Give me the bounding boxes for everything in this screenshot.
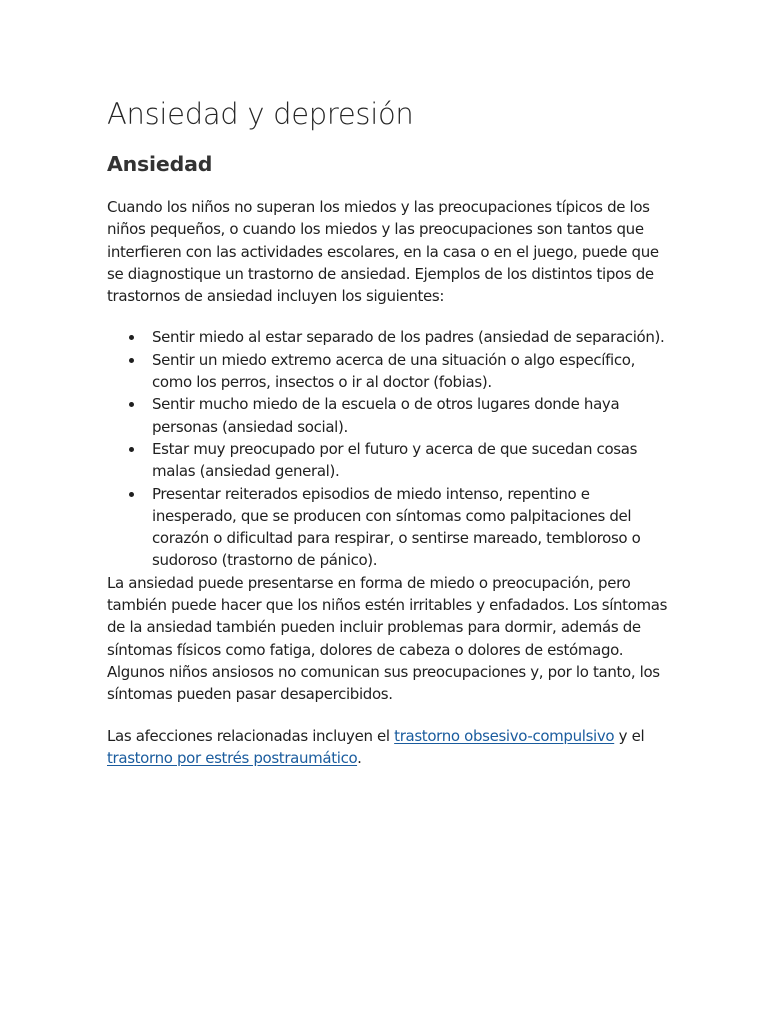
bullet-icon (129, 402, 134, 407)
anxiety-types-list (107, 326, 677, 571)
list-item (152, 393, 677, 438)
list-item-text: Estar muy preocupado por el futuro y acerca de que sucedan cosas malas (ansiedad general). (152, 439, 638, 481)
page-title: Ansiedad y depresión (107, 97, 414, 131)
document-page (107, 94, 677, 769)
related-conditions-paragraph (107, 725, 677, 770)
bullet-icon (129, 358, 134, 363)
related-middle: y el (614, 726, 645, 745)
list-item-text: Sentir un miedo extremo acerca de una situación o algo específico, como los perros, insectos o ir al doctor (fobias). (152, 350, 635, 392)
bullet-icon (129, 447, 134, 452)
related-suffix: . (357, 748, 362, 767)
related-prefix: Las afecciones relacionadas incluyen el (107, 726, 395, 745)
symptoms-paragraph: La ansiedad puede presentarse en forma de miedo o preocupación, pero también puede hacer que los niños estén irritables y enfadados. Los síntomas de la ansiedad también pueden incluir problemas para dormir, además de síntomas físicos como fatiga, dolores de cabeza o dolores de estómago. Algunos niños ansiosos no comunican sus preocupaciones y, por lo tanto, los síntomas pueden pasar desapercibidos. (107, 573, 668, 704)
bullet-icon (129, 492, 134, 497)
list-item (152, 326, 677, 348)
ocd-link[interactable]: trastorno obsesivo-compulsivo (394, 726, 615, 745)
list-item (152, 349, 677, 394)
list-item-text: Sentir miedo al estar separado de los padres (ansiedad de separación). (152, 328, 665, 347)
section-heading-ansiedad: Ansiedad (107, 152, 213, 176)
list-item (152, 438, 677, 483)
list-item-text: Sentir mucho miedo de la escuela o de otros lugares donde haya personas (ansiedad social). (152, 395, 620, 436)
list-item-text: Presentar reiterados episodios de miedo intenso, repentino e inesperado, que se producen con síntomas como palpitaciones del corazón o dificultad para respirar, o sentirse mareado, tembloroso o sudoroso (trastorno de pánico). (152, 484, 641, 570)
bullet-icon (129, 335, 134, 340)
list-item (152, 483, 677, 572)
intro-paragraph: Cuando los niños no superan los miedos y las preocupaciones típicos de los niños pequeños, o cuando los miedos y las preocupaciones son tantos que interfieren con las actividades escolares, en la casa o en el juego, puede que se diagnostique un trastorno de ansiedad. Ejemplos de los distintos tipos de trastornos de ansiedad incluyen los siguientes: (107, 198, 659, 306)
ptsd-link[interactable]: trastorno por estrés postraumático (107, 748, 358, 767)
